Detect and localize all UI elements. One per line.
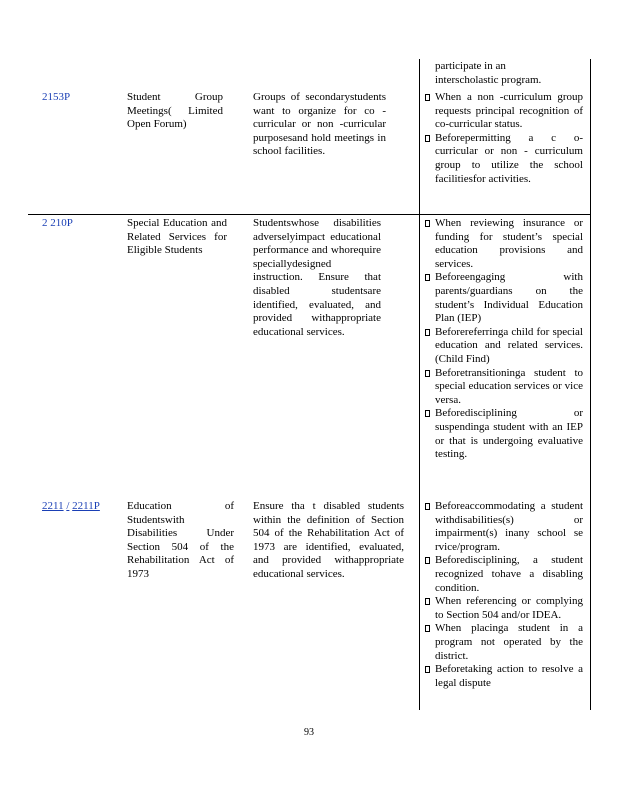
code-separator: / — [66, 500, 70, 512]
list-item: When referencing or complying to Section 504 and/or IDEA. — [425, 595, 583, 622]
list-item: Beforetaking action to resolve a legal dispute — [425, 663, 583, 690]
list-item: When a non -curriculum group requests principal recognition of co-curricular status. — [425, 91, 583, 132]
list-item: Beforedisciplining or suspendinga student with an IEP or that is undergoing evaluative testing. — [425, 407, 583, 461]
row-divider-1 — [28, 214, 590, 215]
policy-code: 2153P — [42, 91, 71, 103]
checkbox-icon — [425, 666, 430, 673]
list-item: When placinga student in a program not operated by the district. — [425, 622, 583, 663]
checkbox-icon — [425, 410, 430, 417]
policy-link-2211p[interactable]: 2211P — [72, 500, 100, 512]
policy-code — [42, 500, 100, 514]
checkbox-icon — [425, 94, 430, 101]
checkbox-icon — [425, 370, 430, 377]
checkbox-icon — [425, 329, 430, 336]
checkbox-icon — [425, 135, 430, 142]
list-item: Beforeengaging with parents/guardians on the student’s Individual Education Plan (IEP) — [425, 271, 583, 325]
list-item: Beforedisciplining, a student recognized tohave a disabling condition. — [425, 554, 583, 595]
page-number: 93 — [304, 727, 314, 738]
checkbox-icon — [425, 625, 430, 632]
policy-summary: Groups of secondarystudents want to organize for co - curricular or non -curricular purposesand hold meetings in school facilities. — [253, 91, 386, 158]
checkbox-icon — [425, 503, 430, 510]
checkbox-icon — [425, 274, 430, 281]
policy-summary: Studentswhose disabilities adverselyimpact educational performance and whorequire speciallydesigned instruction. Ensure that disabled studentsare identified, evaluated, and provided withappropriate educational services. — [253, 217, 381, 338]
column-divider-right — [590, 59, 591, 710]
list-item: Beforetransitioninga student to special education services or vice versa. — [425, 367, 583, 408]
continuation-text: participate in an interscholastic program. — [435, 60, 542, 86]
checkbox-icon — [425, 557, 430, 564]
list-item: Beforeaccommodating a student withdisabilities(s) or impairment(s) inany school se rvice/program. — [425, 500, 583, 554]
trigger-list — [425, 91, 583, 186]
checkbox-icon — [425, 220, 430, 227]
list-item: Beforepermitting a c o- curricular or non - curriculum group to utilize the school facilitiesfor activities. — [425, 132, 583, 186]
policy-title: Special Education and Related Services for Eligible Students — [127, 217, 227, 257]
checkbox-icon — [425, 598, 430, 605]
policy-link-2211[interactable]: 2211 — [42, 500, 64, 512]
list-item: When reviewing insurance or funding for student’s special education provisions and services. — [425, 217, 583, 271]
policy-title: Education of Studentswith Disabilities Under Section 504 of the Rehabilitation Act of 1973 — [127, 500, 234, 580]
list-item: Beforereferringa child for special education and related services.(Child Find) — [425, 326, 583, 367]
trigger-list — [425, 217, 583, 462]
trigger-list — [425, 500, 583, 690]
policy-summary: Ensure tha t disabled students within the definition of Section 504 of the Rehabilitation Act of 1973 are identified, evaluated, and provided withappropriate educational services. — [253, 500, 404, 580]
column-divider-left — [419, 59, 420, 710]
policy-code: 2 210P — [42, 217, 73, 229]
policy-title: Student Group Meetings( Limited Open Forum) — [127, 91, 223, 131]
